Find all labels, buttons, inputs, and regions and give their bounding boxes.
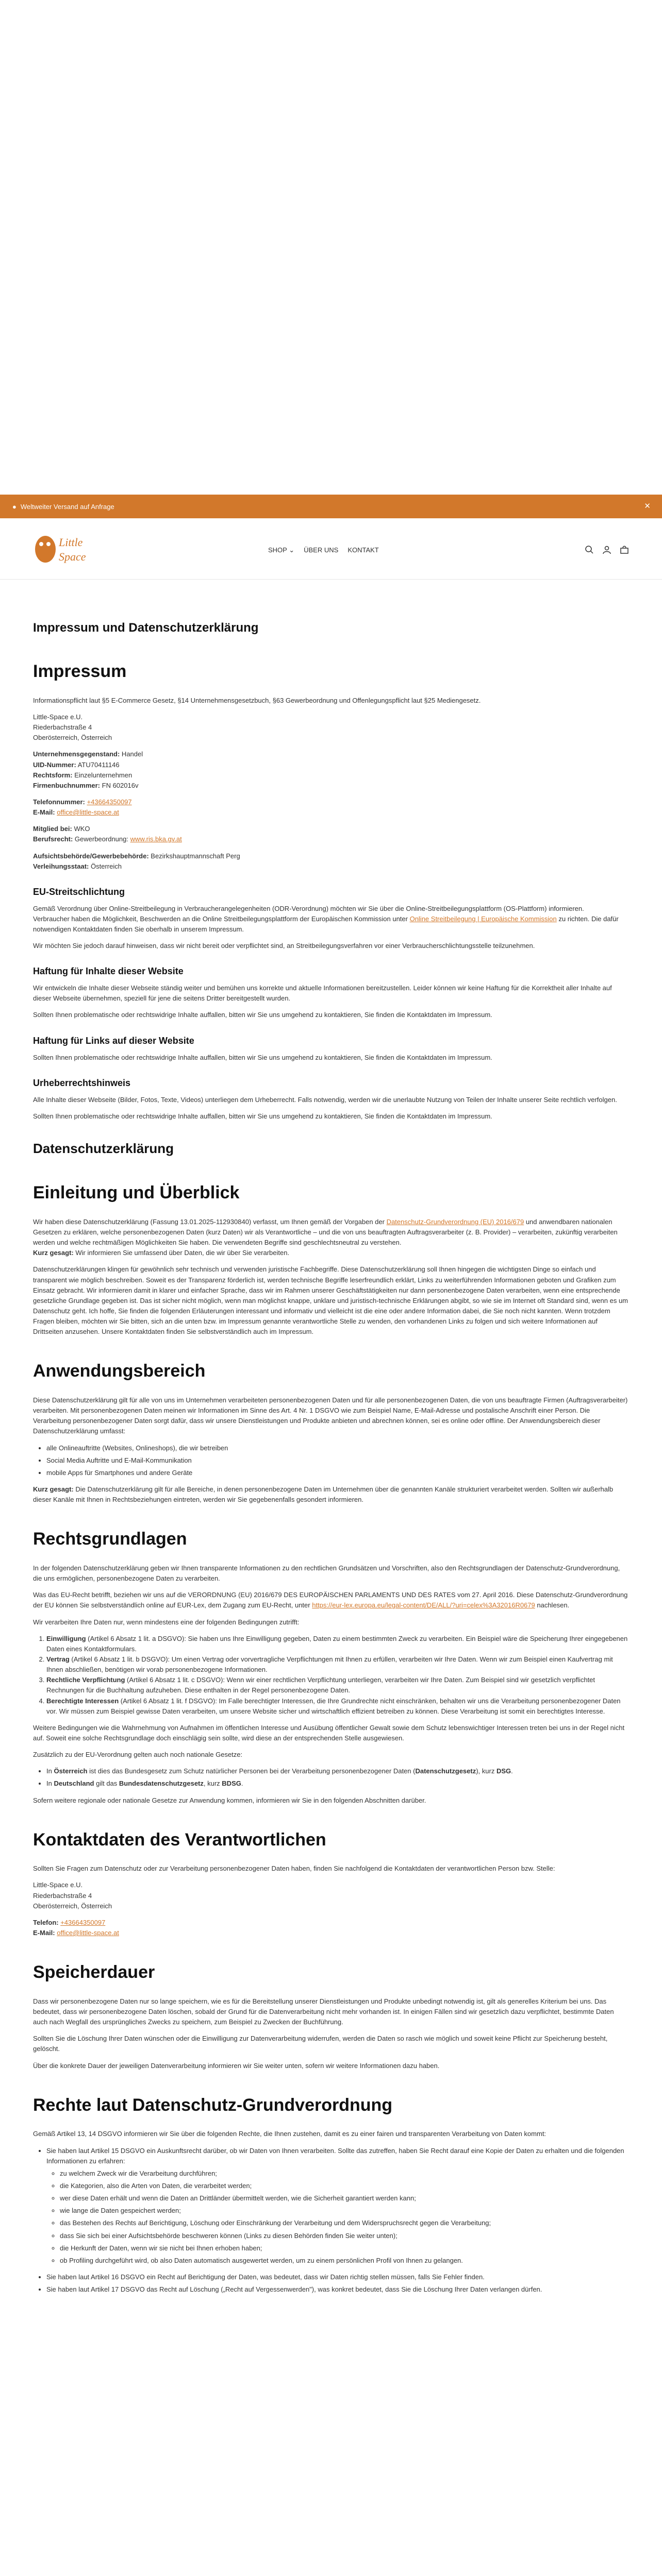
nat-text: ), kurz: [476, 1767, 496, 1775]
rechte-sublist: [46, 2168, 629, 2266]
list-item: [46, 1778, 629, 1789]
recht-p5: Zusätzlich zu der EU-Verordnung gelten auch noch nationale Gesetze:: [33, 1751, 243, 1759]
sub-list-item: ◦ die Kategorien, also die Arten von Daten, die verarbeitet werden;: [60, 2181, 629, 2191]
close-icon[interactable]: ✕: [644, 502, 651, 511]
email-label: E-Mail:: [33, 1929, 55, 1937]
recht-text: Was das EU-Recht betrifft, beziehen wir uns auf die VERORDNUNG (EU) 2016/679 DES EUROPÄISCHEN PARLAMENTS UND DES RATES vom 27. April 2016. Diese Datenschutz-Grundverordnung der EU können Sie selbstverständlich online auf EUR-Lex, dem Zugang zum EU-Recht, unter: [33, 1591, 628, 1609]
speicher-p2: Sollten Sie die Löschung Ihrer Daten wünschen oder die Einwilligung zur Datenverarbeitung widerrufen, werden die Daten so rasch wie möglich und soweit keine Pflicht zur Speicherung besteht, gelöscht.: [33, 2035, 608, 2053]
city: Oberösterreich, Österreich: [33, 1902, 112, 1910]
eu-p2: Verbraucher haben die Möglichkeit, Beschwerden an die Online Streitbeilegungsplattform der Europäischen Kommission unter: [33, 914, 410, 923]
globe-icon: ●: [12, 502, 16, 511]
dsgvo-link[interactable]: Datenschutz-Grundverordnung (EU) 2016/679: [386, 1217, 524, 1226]
kurz-text: Wir informieren Sie umfassend über Daten, die wir über Sie verarbeiten.: [73, 1249, 290, 1257]
rechte-item-text: Sie haben laut Artikel 15 DSGVO ein Auskunftsrecht darüber, ob wir Daten von Ihnen verarbeiten. Sollte das zutreffen, haben Sie Recht darauf eine Kopie der Daten zu erhalten und die folgenden Informationen zu erfahren:: [46, 2146, 624, 2165]
rechte-list: [33, 2146, 629, 2295]
list-item: • mobile Apps für Smartphones und andere Geräte: [46, 1468, 629, 1478]
nat-text: ist dies das Bundesgesetz zum Schutz natürlicher Personen bei der Verarbeitung personenbezogener Daten (: [87, 1767, 416, 1775]
authority-label: Aufsichtsbehörde/Gewerbebehörde:: [33, 852, 149, 860]
os-platform-link[interactable]: Online Streitbeilegung | Europäische Kommission: [409, 914, 557, 923]
sub-list-item: ◦ das Bestehen des Rechts auf Berichtigung, Löschung oder Einschränkung der Verarbeitung und dem Widerspruchsrecht gegen die Verarbeitung;: [60, 2218, 629, 2228]
haftung-inhalte-heading: Haftung für Inhalte dieser Website: [33, 966, 184, 977]
nat-text: In: [46, 1767, 54, 1775]
email-link[interactable]: office@little-space.at: [57, 808, 119, 817]
anwendung-list: [33, 1443, 629, 1478]
search-icon[interactable]: [585, 545, 594, 554]
company-name: Little-Space e.U.: [33, 713, 83, 721]
nat-law: Datenschutzgesetz: [415, 1767, 476, 1775]
einleitung-text: Wir haben diese Datenschutzerklärung (Fassung 13.01.2025-112930840) verfasst, um Ihnen gemäß der Vorgaben der: [33, 1217, 387, 1226]
logo[interactable]: [33, 529, 97, 569]
email-label: E-Mail:: [33, 808, 55, 817]
detail-value: FN 602016v: [100, 781, 139, 789]
nat-text: In: [46, 1780, 54, 1788]
logo-text-space: Space: [59, 550, 86, 563]
impressum-contact: [33, 797, 629, 818]
item-label: Vertrag: [46, 1655, 70, 1663]
location-label: Verleihungsstaat:: [33, 862, 89, 870]
main-nav: [268, 546, 379, 554]
rechte-p1: Gemäß Artikel 13, 14 DSGVO informieren wir Sie über die folgenden Rechte, die Ihnen zustehen, damit es zu einer fairen und transparenten Verarbeitung von Daten kommt:: [33, 2130, 547, 2138]
haftung-links-heading: Haftung für Links auf dieser Website: [33, 1035, 194, 1046]
list-item: [46, 1766, 629, 1776]
anwendung-p1: Diese Datenschutzerklärung gilt für alle von uns im Unternehmen verarbeiteten personenbezogenen Daten und für alle personenbezogenen Daten, die von uns beauftragte Firmen (Auftragsverarbeiter) verarbeiten. Mit personenbezogenen Daten meinen wir Informationen im Sinne des Art. 4 Nr. 1 DSGVO wie zum Beispiel Name, E-Mail-Adresse und postalische Anschrift einer Person. Die Verarbeitung personenbezogener Daten sorgt dafür, dass wir unsere Dienstleistungen und Produkte anbieten und abrechnen können, sei es online oder offline. Der Anwendungsbereich dieser Datenschutzerklärung umfasst:: [33, 1396, 628, 1435]
list-item: [46, 1634, 629, 1654]
list-item: • Sie haben laut Artikel 16 DSGVO ein Recht auf Berichtigung der Daten, was bedeutet, dass wir Daten richtig stellen müssen, falls Sie Fehler finden.: [46, 2272, 629, 2282]
einleitung-p2: Datenschutzerklärungen klingen für gewöhnlich sehr technisch und verwenden juristische Fachbegriffe. Diese Datenschutzerklärung soll Ihnen hingegen die wichtigsten Dinge so einfach und transparent wie möglich beschreiben. Soweit es der Transparenz förderlich ist, werden technische Begriffe leserfreundlich erklärt, Links zu weiterführenden Informationen geboten und Grafiken zum Einsatz gebracht. Wir informieren damit in klarer und einfacher Sprache, dass wir im Rahmen unserer Geschäftstätigkeiten nur dann personenbezogene Daten verarbeiten, wenn eine entsprechende gesetzliche Grundlage gegeben ist. Das ist sicher nicht möglich, wenn man möglichst knappe, unklare und juristisch-technische Erklärungen abgibt, so wie sie im Internet oft Standard sind, wenn es um Datenschutz geht. Ich hoffe, Sie finden die folgenden Erläuterungen interessant und informativ und vielleicht ist die eine oder andere Information dabei, die Sie noch nicht kannten. Wenn trotzdem Fragen bleiben, möchten wir Sie bitten, sich an die unten bzw. im Impressum genannte verantwortliche Stelle zu wenden, den vorhandenen Links zu folgen und sich weitere Informationen auf Drittseiten anzusehen. Unsere Kontaktdaten finden Sie selbstverständlich auch im Impressum.: [33, 1265, 628, 1336]
kurz-label: Kurz gesagt:: [33, 1485, 74, 1494]
recht-p6: Sofern weitere regionale oder nationale Gesetze zur Anwendung kommen, informieren wir Sie in den folgenden Abschnitten darüber.: [33, 1796, 426, 1804]
speicher-p1: Dass wir personenbezogene Daten nur so lange speichern, wie es für die Bereitstellung unserer Dienstleistungen und Produkte unbedingt notwendig ist, gilt als generelles Kriterium bei uns. Das bedeutet, dass wir personenbezogene Daten löschen, sobald der Grund für die Datenverarbeitung nicht mehr vorhanden ist. In einigen Fällen sind wir gesetzlich dazu verpflichtet, bestimmte Daten auch nach Wegfall des ursprüngliches Zwecks zu speichern, zum Beispiel zu Zwecken der Buchführung.: [33, 1997, 614, 2026]
recht-p2: [33, 1590, 629, 1611]
sub-list-item: ◦ zu welchem Zweck wir die Verarbeitung durchführen;: [60, 2168, 629, 2179]
nat-abbr: DSG: [496, 1767, 511, 1775]
account-icon[interactable]: [602, 545, 611, 554]
city: Oberösterreich, Österreich: [33, 734, 112, 742]
eu-p1: Gemäß Verordnung über Online-Streitbeilegung in Verbraucherangelegenheiten (ODR-Verordnung) möchten wir Sie über die Online-Streitbeilegungsplattform (OS-Plattform) informieren.: [33, 904, 584, 912]
detail-label: Rechtsform:: [33, 771, 73, 779]
impressum-details: [33, 749, 629, 791]
nav-about[interactable]: ÜBER UNS: [304, 546, 339, 554]
haftung-inhalte-p2: Sollten Ihnen problematische oder rechtswidrige Inhalte auffallen, bitten wir Sie uns umgehend zu kontaktieren, Sie finden die Kontaktdaten im Impressum.: [33, 1011, 492, 1019]
sub-list-item: ◦ dass Sie sich bei einer Aufsichtsbehörde beschweren können (Links zu diesen Behörden finden Sie weiter unten);: [60, 2231, 629, 2241]
list-item: [46, 1675, 629, 1696]
urheber-p1: Alle Inhalte dieser Webseite (Bilder, Fotos, Texte, Videos) unterliegen dem Urheberrecht. Falls notwendig, werden wir die unerlaubte Nutzung von Teilen der Inhalte unserer Seite rechtlich verfolgen.: [33, 1095, 617, 1104]
nat-country: Deutschland: [54, 1780, 94, 1788]
profession-value: Gewerbeordnung:: [73, 835, 130, 843]
header-icons: [585, 545, 629, 554]
location-value: Österreich: [89, 862, 122, 870]
authority-value: Bezirkshauptmannschaft Perg: [148, 852, 240, 860]
item-label: Einwilligung: [46, 1634, 86, 1642]
urheber-heading: Urheberrechtshinweis: [33, 1077, 131, 1088]
recht-p4: Weitere Bedingungen wie die Wahrnehmung von Aufnahmen im öffentlichen Interesse und Ausübung öffentlicher Gewalt sowie dem Schutz lebenswichtiger Interessen treten bei uns in der Regel nicht auf. Soweit eine solche Rechtsgrundlage doch einschlägig sein sollte, wird diese an der entsprechenden Stelle ausgewiesen.: [33, 1723, 625, 1742]
item-label: Berechtigte Interessen: [46, 1697, 119, 1705]
nat-country: Österreich: [54, 1767, 88, 1775]
sub-list-item: ◦ die Herkunft der Daten, wenn wir sie nicht bei Ihnen erhoben haben;: [60, 2243, 629, 2253]
phone-label: Telefonnummer:: [33, 798, 85, 806]
urheber-p2: Sollten Ihnen problematische oder rechtswidrige Inhalte auffallen, bitten wir Sie uns umgehend zu kontaktieren, Sie finden die Kontaktdaten im Impressum.: [33, 1112, 492, 1120]
nat-abbr: BDSG: [222, 1780, 241, 1788]
item-text: (Artikel 6 Absatz 1 lit. b DSGVO): Um einen Vertrag oder vorvertragliche Verpflichtungen mit Ihnen zu erfüllen, verarbeiten wir Ihre Daten. Wenn wir zum Beispiel einen Kaufvertrag mit Ihnen abschließen, benötigen wir vorab personenbezogene Informationen.: [46, 1655, 613, 1674]
detail-value: ATU70411146: [76, 760, 120, 769]
kurz-text: Die Datenschutzerklärung gilt für alle Bereiche, in denen personenbezogene Daten im Unternehmen über die genannten Kanäle strukturiert verarbeitet werden. Sollten wir außerhalb dieser Kanäle mit Ihnen in Rechtsbeziehungen eintreten, werden wir Sie gegebenenfalls gesondert informieren.: [33, 1485, 614, 1504]
detail-label: Firmenbuchnummer:: [33, 781, 101, 789]
item-label: Rechtliche Verpflichtung: [46, 1676, 125, 1684]
einleitung-p1: [33, 1217, 629, 1259]
profession-label: Berufsrecht:: [33, 835, 73, 843]
recht-text: nachlesen.: [535, 1601, 570, 1609]
impressum-address: [33, 712, 629, 743]
anwendung-p2: [33, 1484, 629, 1505]
street: Riederbachstraße 4: [33, 1891, 92, 1900]
kontakt-contact: [33, 1918, 629, 1938]
logo-text-little: Little: [59, 536, 83, 549]
list-item: • alle Onlineauftritte (Websites, Onlineshops), die wir betreiben: [46, 1443, 629, 1453]
eu-heading: EU-Streitschlichtung: [33, 886, 125, 897]
recht-list: [33, 1634, 629, 1717]
page-title: Impressum und Datenschutzerklärung: [33, 621, 259, 635]
member-label: Mitglied bei:: [33, 825, 72, 833]
announcement-bar: [0, 495, 662, 518]
speicher-p3: Über die konkrete Dauer der jeweiligen Datenverarbeitung informieren wir Sie weiter unten, sofern wir weitere Informationen dazu haben.: [33, 2061, 440, 2070]
impressum-membership: [33, 824, 629, 844]
recht-p1: In der folgenden Datenschutzerklärung geben wir Ihnen transparente Informationen zu den rechtlichen Grundsätzen und Vorschriften, also den Rechtsgrundlagen der Datenschutz-Grundverordnung, die uns ermöglichen, personenbezogene Daten zu verarbeiten.: [33, 1564, 620, 1583]
nat-text: , kurz: [203, 1780, 222, 1788]
recht-p3: Wir verarbeiten Ihre Daten nur, wenn mindestens eine der folgenden Bedingungen zutrifft:: [33, 1618, 300, 1626]
phone-link[interactable]: +43664350097: [87, 798, 132, 806]
national-law-list: [33, 1766, 629, 1789]
list-item: [46, 1696, 629, 1717]
page-content: [33, 618, 629, 2301]
member-value: WKO: [72, 825, 90, 833]
item-text: (Artikel 6 Absatz 1 lit. c DSGVO): Wenn wir einer rechtlichen Verpflichtung unterliegen, verarbeiten wir Ihre Daten. Zum Beispiel sind wir gesetzlich verpflichtet Rechnungen für die Buchhaltung aufzuheben. Diese enthalten in der Regel personenbezogene Daten.: [46, 1676, 595, 1694]
list-item: [46, 2146, 629, 2266]
detail-value: Einzelunternehmen: [72, 771, 133, 779]
sub-list-item: ◦ wie lange die Daten gespeichert werden;: [60, 2206, 629, 2216]
kontakt-address: [33, 1880, 629, 1911]
eu-p3: Wir möchten Sie jedoch darauf hinweisen, dass wir nicht bereit oder verpflichtet sind, an Streitbeilegungsverfahren vor einer Verbraucherschlichtungsstelle teilzunehmen.: [33, 942, 535, 950]
detail-label: UID-Nummer:: [33, 760, 76, 769]
eu-paragraph: [33, 904, 629, 935]
eu-p2-end: zu richten. Die dafür notwendigen Kontaktdaten finden Sie oberhalb in unserem Impressum.: [33, 914, 619, 934]
nat-end: .: [241, 1780, 243, 1788]
impressum-heading: Impressum: [33, 662, 127, 682]
item-text: (Artikel 6 Absatz 1 lit. f DSGVO): Im Falle berechtigter Interessen, die Ihre Grundrechte nicht einschränken, behalten wir uns die Verarbeitung personenbezogener Daten vor. Wir müssen zum Beispiel gewisse Daten verarbeiten, um unsere Website sicher und wirtschaftlich effizient betreiben zu können. Diese Verarbeitung ist somit ein berechtigtes Interesse.: [46, 1697, 621, 1715]
kontakt-p1: Sollten Sie Fragen zum Datenschutz oder zur Verarbeitung personenbezogener Daten haben, finden Sie nachfolgend die Kontaktdaten der verantwortlichen Person bzw. Stelle:: [33, 1865, 555, 1873]
impressum-authority: [33, 851, 629, 872]
nav-shop[interactable]: SHOP ⌄: [268, 546, 295, 554]
list-item: • Social Media Auftritte und E-Mail-Kommunikation: [46, 1455, 629, 1466]
nav-contact[interactable]: KONTAKT: [347, 546, 379, 554]
einleitung-text: und anwendbaren nationalen Gesetzen zu erklären, welche personenbezogenen Daten (kurz Daten) wir als Verantwortliche – und die von uns beauftragten Auftragsverarbeiter (z. B. Provider) – verarbeiten, zukünftig verarbeiten werden und welche rechtmäßigen Möglichkeiten Sie haben. Die verwendeten Begriffe sind geschlechtsneutral zu verstehen.: [33, 1217, 618, 1247]
rechte-heading: Rechte laut Datenschutz-Grundverordnung: [33, 2095, 393, 2115]
company-name: Little-Space e.U.: [33, 1881, 83, 1889]
kurz-label: Kurz gesagt:: [33, 1249, 74, 1257]
detail-value: Handel: [120, 750, 143, 758]
item-text: (Artikel 6 Absatz 1 lit. a DSGVO): Sie haben uns Ihre Einwilligung gegeben, Daten zu einem bestimmten Zweck zu verarbeiten. Ein Beispiel wäre die Speicherung Ihrer eingegebenen Daten eines Kontaktformulars.: [46, 1634, 628, 1653]
detail-label: Unternehmensgegenstand:: [33, 750, 120, 758]
list-item: • Sie haben laut Artikel 17 DSGVO das Recht auf Löschung („Recht auf Vergessenwerden"), was konkret bedeutet, dass Sie die Löschung Ihrer Daten verlangen dürfen.: [46, 2284, 629, 2295]
speicher-heading: Speicherdauer: [33, 1962, 155, 1982]
street: Riederbachstraße 4: [33, 723, 92, 732]
eur-lex-link[interactable]: https://eur-lex.europa.eu/legal-content/DE/ALL/?uri=celex%3A32016R0679: [312, 1601, 535, 1609]
phone-label: Telefon:: [33, 1918, 59, 1926]
einleitung-heading: Einleitung und Überblick: [33, 1183, 240, 1203]
nat-text: gilt das: [94, 1780, 119, 1788]
kontakt-heading: Kontaktdaten des Verantwortlichen: [33, 1829, 326, 1850]
datenschutz-heading: Datenschutzerklärung: [33, 1140, 174, 1156]
nat-end: .: [511, 1767, 513, 1775]
sub-list-item: ◦ wer diese Daten erhält und wenn die Daten an Drittländer übermittelt werden, wie die Sicherheit garantiert werden kann;: [60, 2193, 629, 2204]
email-link[interactable]: office@little-space.at: [57, 1929, 119, 1937]
site-header: [0, 518, 662, 580]
nat-law: Bundesdatenschutzgesetz: [119, 1780, 204, 1788]
anwendung-heading: Anwendungsbereich: [33, 1361, 206, 1381]
sub-list-item: ◦ ob Profiling durchgeführt wird, ob also Daten automatisch ausgewertet werden, um zu einem persönlichen Profil von Ihnen zu gelangen.: [60, 2256, 629, 2266]
haftung-inhalte-p1: Wir entwickeln die Inhalte dieser Webseite ständig weiter und bemühen uns korrekte und aktuelle Informationen bereitzustellen. Leider können wir keine Haftung für die Korrektheit aller Inhalte auf dieser Webseite übernehmen, speziell für jene die seitens Dritter bereitgestellt wurden.: [33, 984, 612, 1003]
ris-link[interactable]: www.ris.bka.gv.at: [130, 835, 182, 843]
haftung-links-p1: Sollten Ihnen problematische oder rechtswidrige Inhalte auffallen, bitten wir Sie uns umgehend zu kontaktieren, Sie finden die Kontaktdaten im Impressum.: [33, 1053, 492, 1061]
list-item: [46, 1654, 629, 1675]
impressum-intro: Informationspflicht laut §5 E-Commerce Gesetz, §14 Unternehmensgesetzbuch, §63 Gewerbeordnung und Offenlegungspflicht laut §25 Mediengesetz.: [33, 696, 481, 704]
recht-heading: Rechtsgrundlagen: [33, 1529, 187, 1549]
cart-icon[interactable]: [620, 545, 629, 554]
phone-link[interactable]: +43664350097: [60, 1918, 106, 1926]
announcement-text: Weltweiter Versand auf Anfrage: [20, 502, 114, 511]
